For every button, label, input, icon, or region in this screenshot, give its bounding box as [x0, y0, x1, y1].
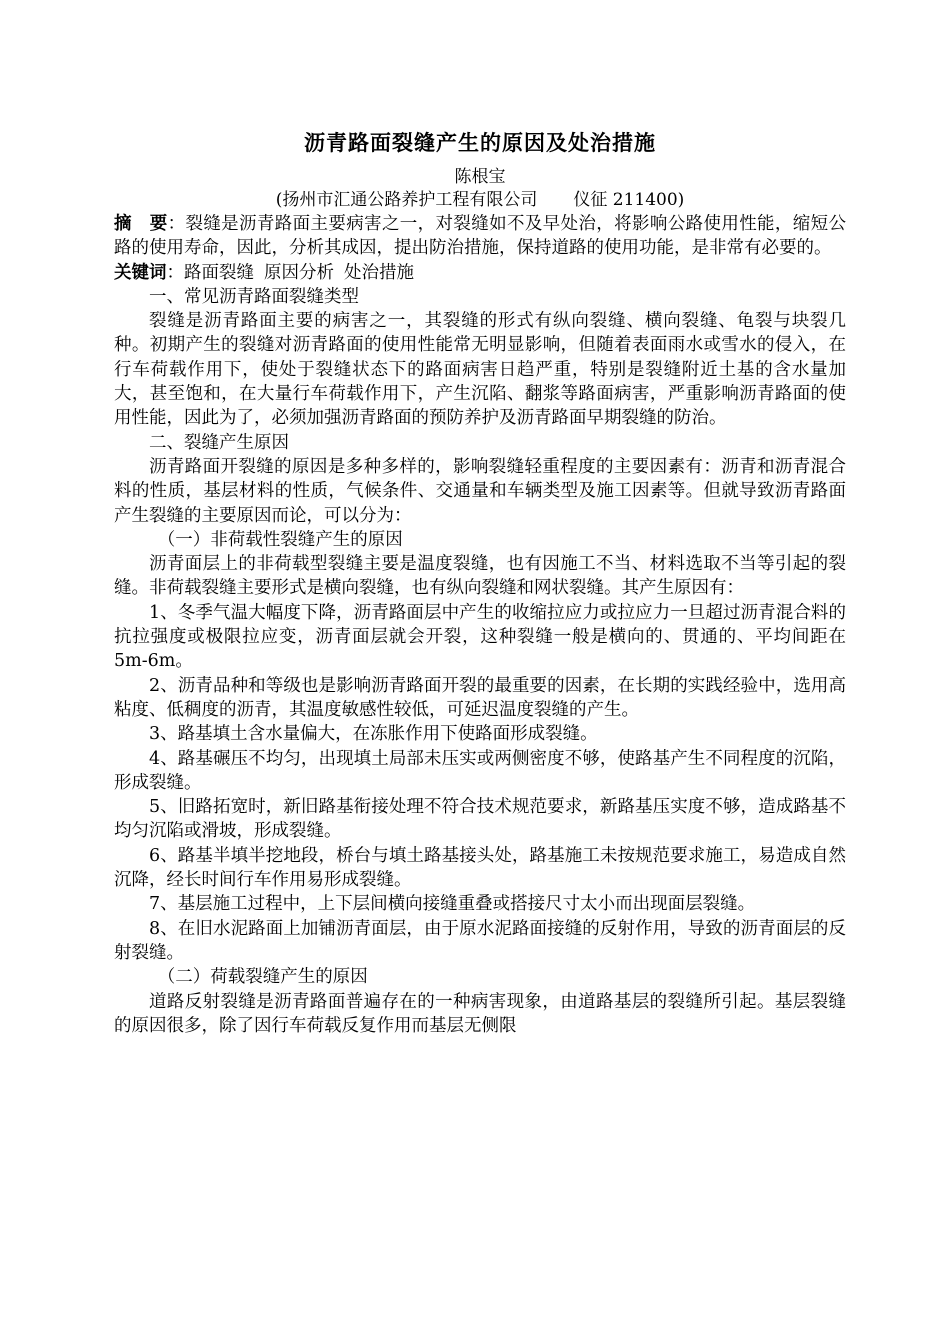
document-page	[114, 128, 846, 1038]
list-item: 7、基层施工过程中，上下层间横向接缝重叠或搭接尺寸太小而出现面层裂缝。	[149, 894, 756, 915]
list-item: 3、路基填土含水量偏大，在冻胀作用下使路面形成裂缝。	[149, 724, 598, 745]
body-paragraph: 沥青路面开裂缝的原因是多种多样的，影响裂缝轻重程度的主要因素有：沥青和沥青混合料的性质，基层材料的性质，气候条件、交通量和车辆类型及施工因素等。但就导致沥青路面产生裂缝的主要原因而论，可以分为：	[114, 456, 846, 526]
list-item: 6、路基半填半挖地段，桥台与填土路基接头处，路基施工未按规范要求施工，易造成自然沉降，经长时间行车作用易形成裂缝。	[114, 845, 846, 891]
author-name: 陈根宝	[454, 167, 506, 187]
list-item: 4、路基碾压不均匀，出现填土局部未压实或两侧密度不够，使路基产生不同程度的沉陷，形成裂缝。	[114, 748, 846, 793]
list-item: 5、旧路拓宽时，新旧路基衔接处理不符合技术规范要求，新路基压实度不够，造成路基不均匀沉陷或滑坡，形成裂缝。	[114, 797, 846, 842]
section-heading: 一、常见沥青路面裂缝类型	[149, 286, 359, 307]
keyword-item: ：路面裂缝	[166, 262, 254, 283]
affiliation-org: (扬州市汇通公路养护工程有限公司	[275, 190, 538, 210]
subsection-heading: （一）非荷载性裂缝产生的原因	[157, 529, 403, 550]
affiliation	[114, 189, 846, 212]
body-paragraph: 裂缝是沥青路面主要的病害之一，其裂缝的形式有纵向裂缝、横向裂缝、龟裂与块裂几种。初期产生的裂缝对沥青路面的使用性能常无明显影响，但随着表面雨水或雪水的侵入，在行车荷载作用下，使处于裂缝状态下的路面病害日趋严重，特别是裂缝附近土基的含水量加大，甚至饱和，在大量行车荷载作用下，产生沉陷、翻浆等路面病害，严重影响沥青路面的使用性能，因此为了，必须加强沥青路面的预防养护及沥青路面早期裂缝的防治。	[114, 311, 846, 429]
abstract-text: ：裂缝是沥青路面主要病害之一，对裂缝如不及早处治，将影响公路使用性能，缩短公路的使用寿命，因此，分析其成因，提出防治措施，保持道路的使用功能，是非常有必要的。	[114, 214, 847, 259]
page-title: 沥青路面裂缝产生的原因及处治措施	[304, 130, 656, 155]
list-item: 1、冬季气温大幅度下降，沥青路面层中产生的收缩拉应力或拉应力一旦超过沥青混合料的抗拉强度或极限拉应变，沥青面层就会开裂，这种裂缝一般是横向的、贯通的、平均间距在5m-6m。	[114, 602, 846, 672]
keywords-paragraph	[114, 261, 846, 285]
abstract-label: 摘 要	[114, 214, 168, 234]
body-paragraph: 道路反射裂缝是沥青路面普遍存在的一种病害现象，由道路基层的裂缝所引起。基层裂缝的原因很多，除了因行车荷载反复作用而基层无侧限	[114, 991, 846, 1036]
section-heading: 二、裂缝产生原因	[149, 432, 289, 453]
affiliation-place: 仪征 211400)	[573, 190, 685, 210]
keywords-label: 关键词	[114, 262, 167, 283]
list-item: 2、沥青品种和等级也是影响沥青路面开裂的最重要的因素，在长期的实践经验中，选用高粘度、低稠度的沥青，其温度敏感性较低，可延迟温度裂缝的产生。	[114, 675, 846, 720]
list-item: 8、在旧水泥路面上加铺沥青面层，由于原水泥路面接缝的反射作用，导致的沥青面层的反射裂缝。	[114, 918, 846, 963]
abstract-paragraph	[114, 212, 846, 261]
body-paragraph: 沥青面层上的非荷载型裂缝主要是温度裂缝，也有因施工不当、材料选取不当等引起的裂缝。非荷载裂缝主要形式是横向裂缝，也有纵向裂缝和网状裂缝。其产生原因有：	[114, 554, 846, 599]
keyword-item: 原因分析	[264, 262, 334, 283]
subsection-heading: （二）荷载裂缝产生的原因	[157, 967, 368, 988]
keyword-item: 处治措施	[344, 262, 414, 283]
